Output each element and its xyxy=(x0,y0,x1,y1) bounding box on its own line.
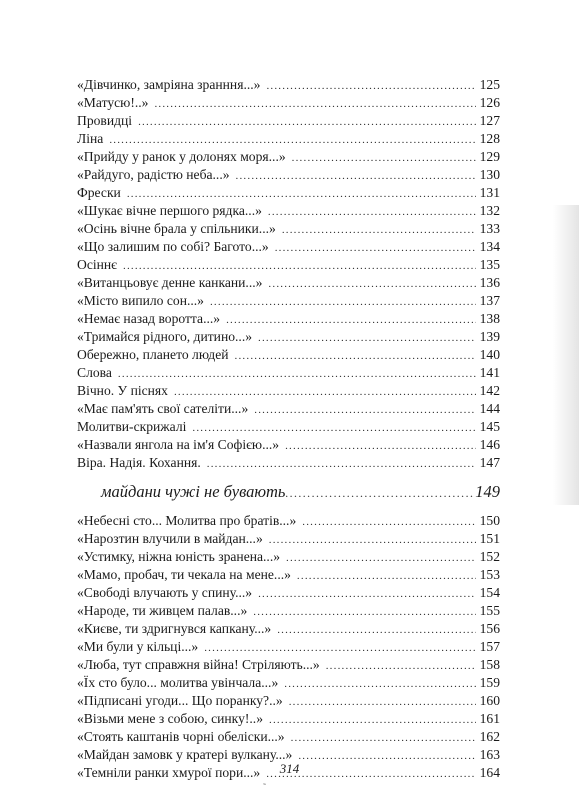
dot-leader xyxy=(285,473,473,513)
section-heading[interactable] xyxy=(101,472,500,512)
toc-entry-title: Провидці xyxy=(77,113,133,128)
toc-entry[interactable] xyxy=(77,436,500,454)
toc-entry-page: 155 xyxy=(479,603,500,618)
dot-leader xyxy=(109,131,476,149)
toc-entry-page: 138 xyxy=(479,311,500,326)
toc-entry-title: Осіннє xyxy=(77,257,118,272)
dot-leader xyxy=(154,95,476,113)
toc-entry-title: «Темніли ранки хмурої пори...» xyxy=(77,765,261,780)
dot-leader xyxy=(297,567,476,585)
toc-entry-page: 125 xyxy=(479,77,500,92)
toc-entry-title: «Місто випило сон...» xyxy=(77,293,204,308)
toc-entry[interactable] xyxy=(77,166,500,184)
toc-entry-page: 164 xyxy=(479,765,500,780)
dot-leader xyxy=(253,603,476,621)
dot-leader xyxy=(291,729,476,747)
toc-entry[interactable] xyxy=(77,148,500,166)
toc-entry[interactable] xyxy=(77,638,500,656)
toc-entry-title: «Їх сто було... молитва увінчала...» xyxy=(77,675,279,690)
toc-entry[interactable] xyxy=(77,674,500,692)
page-edge-shadow xyxy=(553,205,579,505)
toc-entry-title: Слова xyxy=(77,365,112,380)
toc-entry-page: 145 xyxy=(479,419,500,434)
toc-entry-title: «Нарозтин влучили в майдан...» xyxy=(77,531,263,546)
toc-entry-page: 134 xyxy=(479,239,500,254)
dot-leader xyxy=(277,621,476,639)
toc-entry-page: 135 xyxy=(479,257,500,272)
toc-entry-page: 142 xyxy=(479,383,500,398)
dot-leader xyxy=(268,203,476,221)
toc-entry[interactable] xyxy=(77,584,500,602)
toc-entry-page: 147 xyxy=(479,455,500,470)
dot-leader xyxy=(174,383,476,401)
toc-entry-page: 132 xyxy=(479,203,500,218)
toc-entry-title: «Дівчинко, замріяна зранння...» xyxy=(77,77,261,92)
toc-entry-title: Фрески xyxy=(77,185,121,200)
dot-leader xyxy=(210,293,476,311)
toc-entry-title: «Мамо, пробач, ти чекала на мене...» xyxy=(77,567,291,582)
toc-entry-page: 146 xyxy=(479,437,500,452)
dot-leader xyxy=(123,257,476,275)
toc-entry-page: 152 xyxy=(479,549,500,564)
toc-entry[interactable] xyxy=(77,602,500,620)
toc-entry[interactable] xyxy=(77,202,500,220)
toc-entry-title: «Що залишим по собі? Багото...» xyxy=(77,239,269,254)
dot-leader xyxy=(235,347,476,365)
toc-entry[interactable] xyxy=(77,94,500,112)
toc-entry-page: 131 xyxy=(479,185,500,200)
dot-leader xyxy=(226,311,476,329)
toc-entry[interactable] xyxy=(77,656,500,674)
toc-entry-page: 158 xyxy=(479,657,500,672)
toc-entry-title: «Люба, тут справжня війна! Стріляють...» xyxy=(77,657,320,672)
toc-entry-page: 129 xyxy=(479,149,500,164)
toc-entry[interactable] xyxy=(77,566,500,584)
toc-entry-page: 136 xyxy=(479,275,500,290)
toc-entry-page: 154 xyxy=(479,585,500,600)
toc-entry-page: 157 xyxy=(479,639,500,654)
toc-entry-title: «Райдуго, радістю неба...» xyxy=(77,167,230,182)
toc-entry[interactable] xyxy=(77,710,500,728)
toc-entry-title: «Майдан замовк у кратері вулкану...» xyxy=(77,747,293,762)
toc-entry[interactable] xyxy=(77,310,500,328)
dot-leader xyxy=(286,549,476,567)
toc-entry-page: 163 xyxy=(479,747,500,762)
dot-leader xyxy=(138,113,476,131)
toc-entry-page: 161 xyxy=(479,711,500,726)
dot-leader xyxy=(192,419,476,437)
toc-entry[interactable] xyxy=(77,530,500,548)
toc-entry[interactable] xyxy=(77,454,500,472)
toc-entry[interactable] xyxy=(77,328,500,346)
toc-entry-page: 162 xyxy=(479,729,500,744)
dot-leader xyxy=(258,585,476,603)
toc-entry[interactable] xyxy=(77,112,500,130)
dot-leader xyxy=(289,693,476,711)
toc-entry[interactable] xyxy=(77,418,500,436)
toc-entry[interactable] xyxy=(77,274,500,292)
toc-entry[interactable] xyxy=(77,512,500,530)
dot-leader xyxy=(207,455,476,473)
toc-entry-page: 139 xyxy=(479,329,500,344)
toc-entry-page: 137 xyxy=(479,293,500,308)
dot-leader xyxy=(326,657,476,675)
toc-entry-title: «Свободі влучають у спину...» xyxy=(77,585,253,600)
toc-entry-page: 159 xyxy=(479,675,500,690)
toc-entry-title: «Устимку, ніжна юність зранена...» xyxy=(77,549,281,564)
dot-leader xyxy=(236,167,476,185)
toc-entry-title: «Тримайся рідного, дитино...» xyxy=(77,329,253,344)
toc-entry-page: 128 xyxy=(479,131,500,146)
dot-leader xyxy=(285,437,476,455)
toc-entry-page: 153 xyxy=(479,567,500,582)
toc-entry[interactable] xyxy=(77,220,500,238)
toc-entry[interactable] xyxy=(77,692,500,710)
dot-leader xyxy=(284,675,476,693)
toc-entry-title: «Матусю!..» xyxy=(77,95,149,110)
toc-entry-title: «Осінь вічне брала у спільники...» xyxy=(77,221,276,236)
toc-entry-title: «Підписані угоди... Що поранку?..» xyxy=(77,693,283,708)
dot-leader xyxy=(204,639,476,657)
section-title: майдани чужі не бувають xyxy=(101,482,286,501)
toc-entry-page: 130 xyxy=(479,167,500,182)
toc-entry[interactable] xyxy=(77,728,500,746)
toc-entry-title: «Народе, ти живцем палав...» xyxy=(77,603,248,618)
dot-leader xyxy=(118,365,476,383)
toc-entry-page: 144 xyxy=(479,401,500,416)
dot-leader xyxy=(254,401,476,419)
toc-entry[interactable] xyxy=(77,256,500,274)
footer-tick-mark: ˷ xyxy=(263,775,266,785)
toc-entry[interactable] xyxy=(77,382,500,400)
toc-entry[interactable] xyxy=(77,346,500,364)
dot-leader xyxy=(302,513,476,531)
toc-entry-title: «Небесні сто... Молитва про братів...» xyxy=(77,513,297,528)
toc-entry-page: 127 xyxy=(479,113,500,128)
dot-leader xyxy=(269,711,476,729)
dot-leader xyxy=(268,275,476,293)
toc-entry[interactable] xyxy=(77,76,500,94)
toc-entry[interactable] xyxy=(77,238,500,256)
toc-entry[interactable] xyxy=(77,620,500,638)
dot-leader xyxy=(269,531,476,549)
section-page: 149 xyxy=(475,482,500,501)
toc-entry-page: 156 xyxy=(479,621,500,636)
toc-entry-title: Віра. Надія. Кохання. xyxy=(77,455,201,470)
toc-entry-title: Молитви-скрижалі xyxy=(77,419,187,434)
dot-leader xyxy=(292,149,476,167)
toc-entry-title: «Ми були у кільці...» xyxy=(77,639,199,654)
toc-entry-page: 151 xyxy=(479,531,500,546)
page-number: 314 xyxy=(279,761,300,776)
table-of-contents xyxy=(77,76,500,782)
toc-entry-title: «Витанцьовує денне канкани...» xyxy=(77,275,263,290)
toc-entry-page: 150 xyxy=(479,513,500,528)
dot-leader xyxy=(282,221,476,239)
toc-entry-title: «Візьми мене з собою, синку!..» xyxy=(77,711,264,726)
toc-entry[interactable] xyxy=(77,292,500,310)
toc-entry-title: «Назвали янгола на ім'я Софією...» xyxy=(77,437,280,452)
toc-entry-title: Обережно, плането людей xyxy=(77,347,229,362)
toc-entry-page: 140 xyxy=(479,347,500,362)
toc-entry-page: 160 xyxy=(479,693,500,708)
toc-entry-page: 133 xyxy=(479,221,500,236)
toc-part-2 xyxy=(77,512,500,782)
toc-entry-title: Ліна xyxy=(77,131,104,146)
toc-entry[interactable] xyxy=(77,184,500,202)
toc-entry-page: 141 xyxy=(479,365,500,380)
toc-entry-title: «Шукає вічне першого рядка...» xyxy=(77,203,262,218)
dot-leader xyxy=(266,77,476,95)
dot-leader xyxy=(258,329,476,347)
toc-part-1 xyxy=(77,76,500,472)
dot-leader xyxy=(275,239,476,257)
toc-entry-title: «Стоять каштанів чорні обеліски...» xyxy=(77,729,285,744)
toc-entry[interactable] xyxy=(77,548,500,566)
toc-entry[interactable] xyxy=(77,400,500,418)
toc-entry-title: Вічно. У піснях xyxy=(77,383,168,398)
toc-entry-title: «Києве, ти здригнувся капкану...» xyxy=(77,621,272,636)
dot-leader xyxy=(127,185,476,203)
toc-entry-title: «Прийду у ранок у долонях моря...» xyxy=(77,149,286,164)
toc-entry-title: «Немає назад воротта...» xyxy=(77,311,221,326)
toc-entry[interactable] xyxy=(77,364,500,382)
toc-entry[interactable] xyxy=(77,130,500,148)
toc-entry-title: «Має пам'ять свої сателіти...» xyxy=(77,401,249,416)
toc-entry-page: 126 xyxy=(479,95,500,110)
